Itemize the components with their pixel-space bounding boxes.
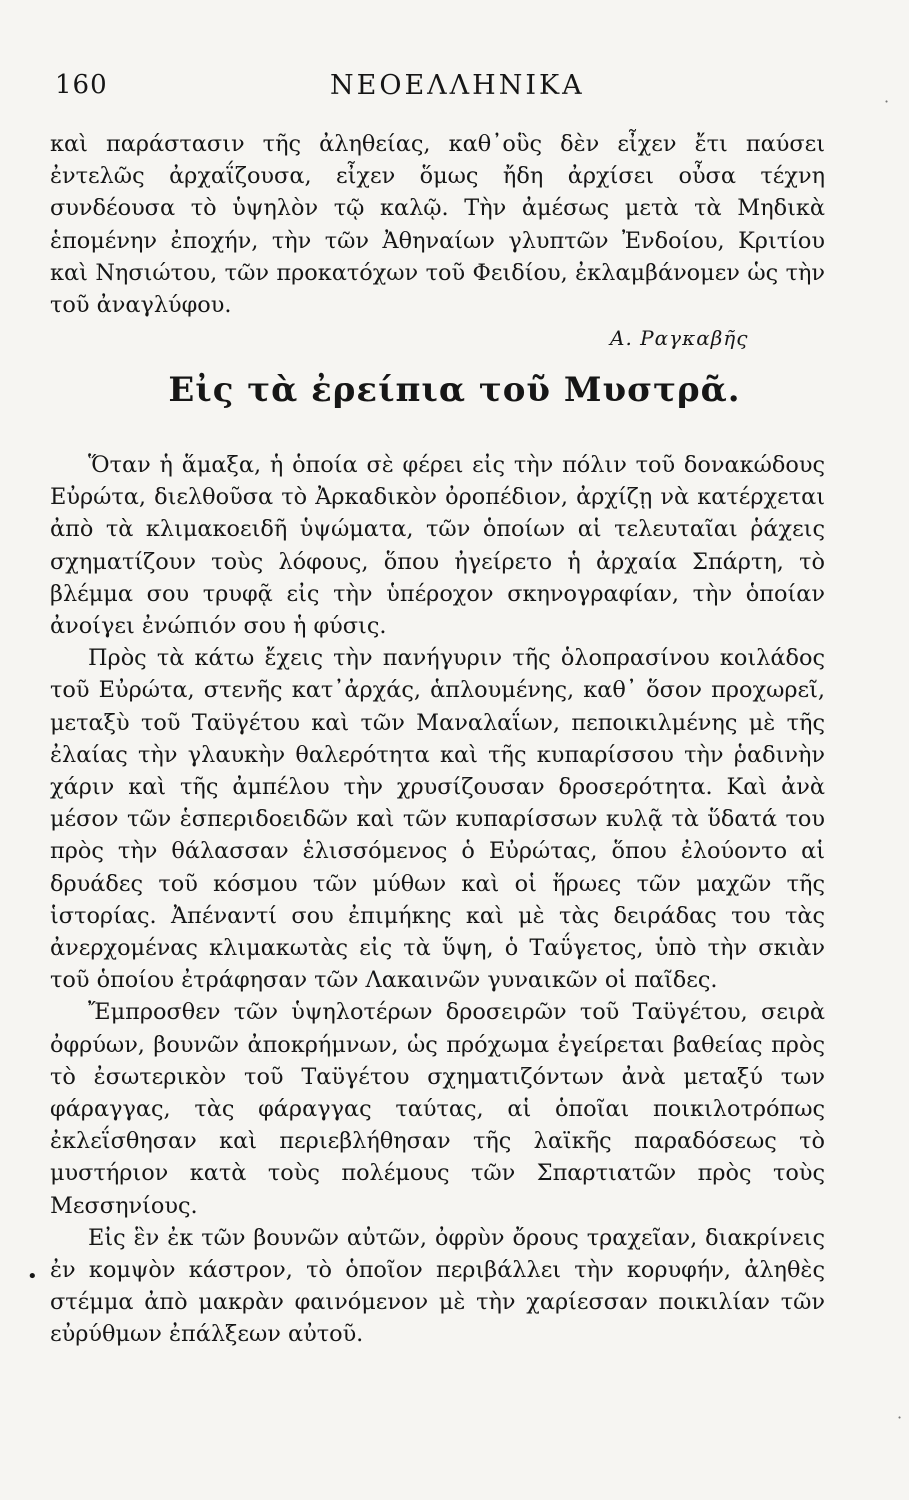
continuation-paragraph: καὶ παράστασιν τῆς ἀληθείας, καθ᾽οὓς δὲν εἶχεν ἔτι παύσει ἐντελῶς ἀρχαΐζουσα, εἶχεν ὅμως ἤδη ἀρχίσει οὖσα τέχνη συνδέουσα τὸ ὑψηλὸν τῷ καλῷ. Τὴν ἀμέσως μετὰ τὰ Μηδικὰ ἑπομένην ἐποχήν, τὴν τῶν Ἀθηναίων γλυπτῶν Ἐνδοίου, Κριτίου καὶ Νησιώτου, τῶν προκατόχων τοῦ Φειδίου, ἐκλαμβάνομεν ὡς τὴν τοῦ ἀναγλύφου. <box>50 131 825 319</box>
speck-mark: · <box>897 1408 903 1427</box>
author-signature: Α. Ραγκαβῆς <box>610 326 749 350</box>
article-paragraph: Πρὸς τὰ κάτω ἔχεις τὴν πανήγυριν τῆς ὁλοπρασίνου κοιλάδος τοῦ Εὐρώτα, στενῆς κατ᾽ἀρχάς, ἁπλουμένης, καθ᾽ ὅσον προχωρεῖ, μεταξὺ τοῦ Ταϋγέτου καὶ τῶν Μαναλαΐων, πεποικιλμένης μὲ τῆς ἐλαίας τὴν γλαυκὴν θαλερότητα καὶ τῆς κυπαρίσσου τὴν ῥαδινὴν χάριν καὶ τῆς ἀμπέλου τὴν χρυσίζουσαν δροσερότητα. Καὶ ἀνὰ μέσον τῶν ἑσπεριδοειδῶν καὶ τῶν κυπαρίσσων κυλᾷ τὰ ὕδατά του πρὸς τὴν θάλασσαν ἑλισσόμενος ὁ Εὐρώτας, ὅπου ἐλούοντο αἱ δρυάδες τοῦ κόσμου τῶν μύθων καὶ οἱ ἥρωες τῶν μαχῶν τῆς ἱστορίας. Ἀπέναντί σου ἐπιμήκης καὶ μὲ τὰς δειράδας του τὰς ἀνερχομένας κλιμακωτὰς εἰς τὰ ὕψη, ὁ Ταΰγετος, ὑπὸ τὴν σκιὰν τοῦ ὁποίου ἐτράφησαν τῶν Λακαινῶν γυναικῶν οἱ παῖδες. <box>50 645 825 994</box>
article-heading: Εἰς τὰ ἐρείπια τοῦ Μυστρᾶ. <box>168 370 741 410</box>
page-number: 160 <box>55 70 108 100</box>
continuation-text-block <box>50 128 825 321</box>
running-title: ΝΕΟΕΛΛΗΝΙΚΑ <box>330 70 585 101</box>
article-paragraph: Ὅταν ἡ ἅμαξα, ἡ ὁποία σὲ φέρει εἰς τὴν πόλιν τοῦ δονακώδους Εὐρώτα, διελθοῦσα τὸ Ἀρκαδικὸν ὀροπέδιον, ἀρχίζῃ νὰ κατέρχεται ἀπὸ τὰ κλιμακοειδῆ ὑψώματα, τῶν ὁποίων αἱ τελευταῖαι ῥάχεις σχηματίζουν τοὺς λόφους, ὅπου ἠγείρετο ἡ ἀρχαία Σπάρτη, τὸ βλέμμα σου τρυφᾷ εἰς τὴν ὑπέροχον σκηνογραφίαν, τὴν ὁποίαν ἀνοίγει ἐνώπιόν σου ἡ φύσις. <box>50 452 825 640</box>
running-head <box>55 70 855 110</box>
margin-dot-mark: • <box>27 1266 38 1287</box>
article-paragraph: Εἰς ἓν ἐκ τῶν βουνῶν αὐτῶν, ὀφρὺν ὄρους τραχεῖαν, διακρίνεις ἐν κομψὸν κάστρον, τὸ ὁποῖον περιβάλλει τὴν κορυφήν, ἀληθὲς στέμμα ἀπὸ μακρὰν φαινόμενον μὲ τὴν χαρίεσσαν ποικιλίαν τῶν εὐρύθμων ἐπάλξεων αὐτοῦ. <box>50 1224 825 1348</box>
speck-mark: · <box>884 92 890 111</box>
article-paragraph: Ἔμπροσθεν τῶν ὑψηλοτέρων δροσειρῶν τοῦ Ταϋγέτου, σειρὰ ὀφρύων, βουνῶν ἀποκρήμνων, ὡς πρόχωμα ἐγείρεται βαθείας πρὸς τὸ ἐσωτερικὸν τοῦ Ταϋγέτου σχηματιζόντων ἀνὰ μεταξύ των φάραγγας, τὰς φάραγγας ταύτας, αἱ ὁποῖαι ποικιλοτρόπως ἐκλεΐσθησαν καὶ περιεβλήθησαν τῆς λαϊκῆς παραδόσεως τὸ μυστήριον κατὰ τοὺς πολέμους τῶν Σπαρτιατῶν πρὸς τοὺς Μεσσηνίους. <box>50 999 825 1219</box>
article-body <box>50 449 825 1351</box>
